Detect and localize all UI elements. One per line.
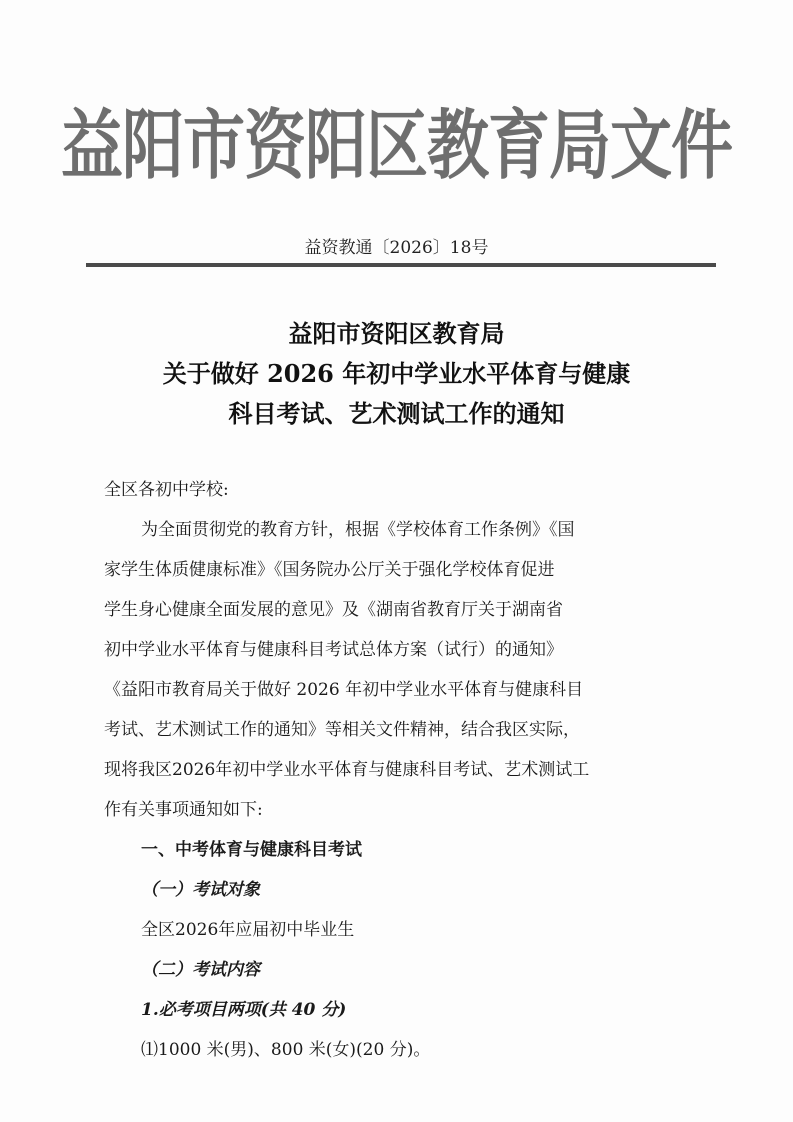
paragraph-line: 现将我区2026年初中学业水平体育与健康科目考试、艺术测试工	[104, 760, 590, 780]
salutation: 全区各初中学校:	[104, 480, 229, 500]
document-number: 益资教通〔2026〕18号	[304, 238, 489, 258]
paragraph-line: 考试、艺术测试工作的通知》等相关文件精神，结合我区实际，	[104, 720, 580, 740]
notice-body	[104, 470, 704, 1070]
subsection-text: 全区2026年应届初中毕业生	[141, 920, 355, 940]
notice-title-line: 益阳市资阳区教育局	[288, 319, 505, 348]
section-heading: 一、中考体育与健康科目考试	[141, 840, 362, 860]
subsection-heading: （一）考试对象	[141, 880, 260, 900]
notice-title-line: 科目考试、艺术测试工作的通知	[228, 399, 565, 428]
document-masthead: 益阳市资阳区教育局文件	[60, 100, 732, 190]
header-divider-rule	[86, 263, 716, 267]
paragraph-line: 学生身心健康全面发展的意见》及《湖南省教育厅关于湖南省	[104, 600, 563, 620]
subsection-heading: （二）考试内容	[141, 960, 260, 980]
paragraph-line: 初中学业水平体育与健康科目考试总体方案（试行）的通知》	[104, 640, 563, 660]
paragraph-line: 为全面贯彻党的教育方针，根据《学校体育工作条例》《国	[141, 520, 575, 540]
item-text: ⑴1000 米(男)、800 米(女)(20 分)。	[141, 1040, 431, 1060]
paragraph-line: 作有关事项通知如下:	[104, 800, 263, 820]
paragraph-line: 《益阳市教育局关于做好 2026 年初中学业水平体育与健康科目	[104, 680, 584, 700]
item-heading: 1.必考项目两项(共 40 分)	[141, 1000, 347, 1020]
notice-title-line: 关于做好 2026 年初中学业水平体育与健康	[162, 359, 631, 388]
paragraph-line: 家学生体质健康标准》《国务院办公厅关于强化学校体育促进	[104, 560, 555, 580]
notice-title	[0, 314, 793, 434]
